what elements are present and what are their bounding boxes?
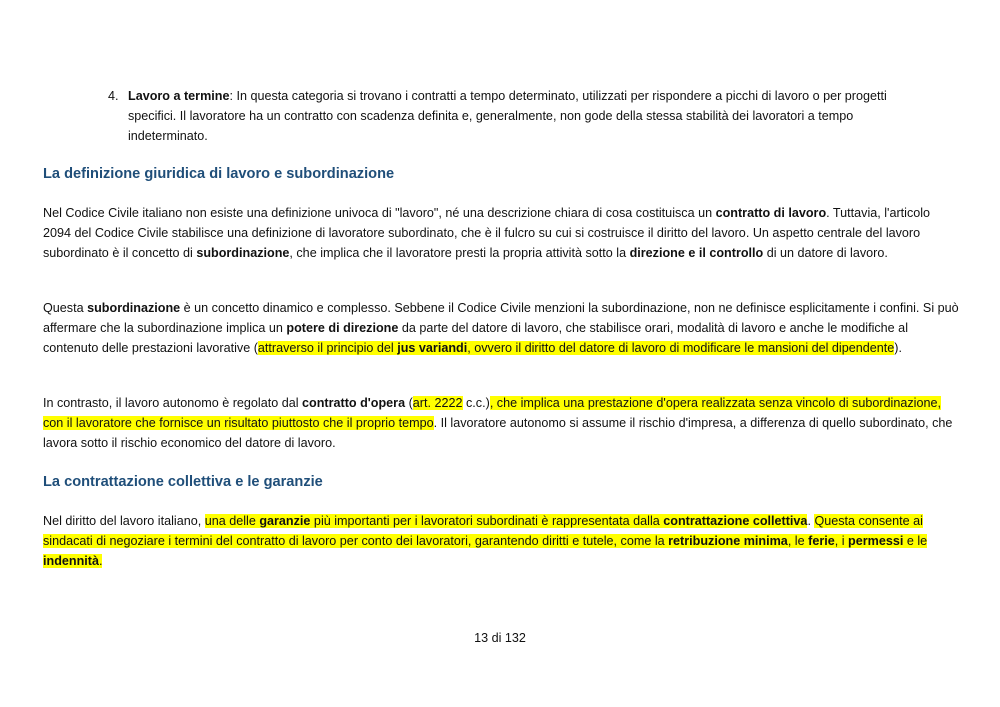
text-run: c.c.) [462, 396, 490, 410]
page-number: 13 di 132 [474, 631, 526, 645]
paragraph-lavoro-autonomo [43, 393, 961, 453]
highlight-bold-run: contrattazione collettiva [663, 514, 808, 528]
list-number: 4. [108, 89, 119, 103]
section-heading-definizione: La definizione giuridica di lavoro e subordinazione [43, 166, 395, 182]
highlight-run: , che implica una prestazione d'opera realizzata senza vincolo di subordinazione, con il lavoratore che fornisce un risultato piuttosto che il proprio tempo [43, 396, 941, 430]
highlight-bold-run: ferie [808, 534, 835, 548]
text-run: ( [405, 396, 413, 410]
text-run: Nel diritto del lavoro italiano, [43, 514, 205, 528]
list-item-term: Lavoro a termine [128, 89, 230, 103]
text-run: In contrasto, il lavoro autonomo è regolato dal [43, 396, 303, 410]
highlight-run: più importanti per i lavoratori subordinati è rappresentata dalla [310, 514, 664, 528]
text-run: è un concetto dinamico e complesso. Sebbene il Codice Civile menzioni la subordinazione, non ne definisce esplicitamente i confini. Si può affermare che la subordinazione implica un [43, 301, 959, 335]
highlight-bold-run: garanzie [259, 514, 311, 528]
text-run: Questa [43, 301, 88, 315]
highlight-run: e le [903, 534, 928, 548]
highlight-bold-run: retribuzione minima [668, 534, 788, 548]
bold-run: subordinazione [87, 301, 181, 315]
highlight-run: art. 2222 [412, 396, 463, 410]
highlight-run: , i [834, 534, 849, 548]
text-run: Nel Codice Civile italiano non esiste una definizione univoca di "lavoro", né una descrizione chiara di cosa costituisca un [43, 206, 716, 220]
highlight-run: una delle [204, 514, 260, 528]
text-run: . Tuttavia, l'articolo 2094 del Codice Civile stabilisce una definizione di lavoratore subordinato, che è il fulcro su cui si costruisce il diritto del lavoro. Un aspetto centrale del lavoro subordinato è il concetto di [43, 206, 931, 260]
bold-run: subordinazione [196, 246, 290, 260]
highlight-run: Questa consente ai sindacati di negoziare i termini del contratto di lavoro per conto dei lavoratori, garantendo diritti e tutele, come la [43, 514, 923, 548]
text-run: , che implica che il lavoratore presti la propria attività sotto la [289, 246, 630, 260]
paragraph-subordinazione [43, 298, 961, 358]
paragraph-codice-civile [43, 203, 961, 263]
list-item-body [128, 86, 928, 146]
highlight-bold-run: indennità [43, 554, 99, 568]
text-run: ). [894, 341, 902, 355]
text-run: da parte del datore di lavoro, che stabilisce orari, modalità di lavoro e anche le modifiche al contenuto delle prestazioni lavorative ( [43, 321, 908, 355]
highlight-run: . [98, 554, 103, 568]
highlight-bold-run: permessi [848, 534, 904, 548]
highlight-run: attraverso il principio del [257, 341, 398, 355]
bold-run: contratto d'opera [302, 396, 406, 410]
bold-run: contratto di lavoro [715, 206, 827, 220]
text-run: . [807, 514, 815, 528]
bold-run: direzione e il controllo [629, 246, 764, 260]
section-heading-contrattazione: La contrattazione collettiva e le garanzie [43, 474, 323, 490]
highlight-run: , ovvero il diritto del datore di lavoro di modificare le mansioni del dipendente [467, 341, 895, 355]
list-item-text: : In questa categoria si trovano i contratti a tempo determinato, utilizzati per rispondere a picchi di lavoro o per progetti specifici. Il lavoratore ha un contratto con scadenza definita e, generalmente, non gode della stessa stabilità dei lavoratori a tempo indeterminato. [128, 89, 887, 143]
list-item-lavoro-a-termine [108, 86, 928, 146]
highlight-run: , le [787, 534, 809, 548]
paragraph-contrattazione-collettiva [43, 511, 961, 571]
highlight-bold-run: jus variandi [397, 341, 468, 355]
text-run: di un datore di lavoro. [763, 246, 888, 260]
bold-run: potere di direzione [286, 321, 399, 335]
text-run: . Il lavoratore autonomo si assume il rischio d'impresa, a differenza di quello subordinato, che lavora sotto il rischio economico del datore di lavoro. [43, 416, 953, 450]
